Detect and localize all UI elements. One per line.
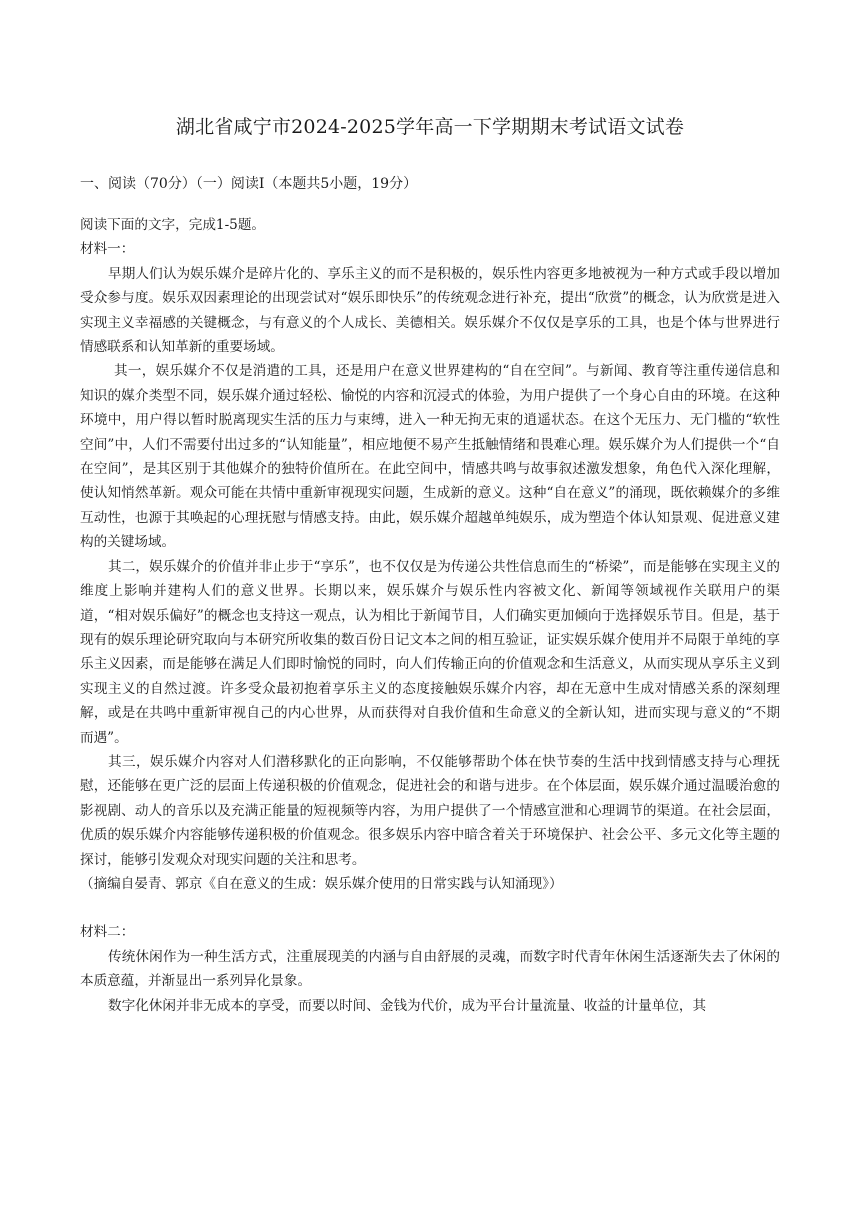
material2-paragraph-1: 传统休闲作为一种生活方式，注重展现美的内涵与自由舒展的灵魂，而数字时代青年休闲生活逐渐失去了休闲的本质意蕴，并渐显出一系列异化景象。 bbox=[80, 948, 780, 990]
material1-source: （摘编自晏青、郭京《自在意义的生成：娱乐媒介使用的日常实践与认知涌现》） bbox=[80, 875, 563, 892]
section-heading: 一、阅读（70分）（一）阅读Ⅰ（本题共5小题，19分） bbox=[80, 176, 418, 192]
material2-label: 材料二： bbox=[80, 924, 135, 941]
material1-paragraph-4: 其三，娱乐媒介内容对人们潜移默化的正向影响，不仅能够帮助个体在快节奏的生活中找到情感支持与心理抚慰，还能够在更广泛的层面上传递积极的价值观念，促进社会的和谐与进步。在个体层面，娱乐媒介通过温暖治愈的影视剧、动人的音乐以及充满正能量的短视频等内容，为用户提供了一个情感宣泄和心理调节的渠道。在社会层面，优质的娱乐媒介内容能够传递积极的价值观念。很多娱乐内容中暗含着关于环境保护、社会公平、多元文化等主题的探讨，能够引发观众对现实问题的关注和思考。 bbox=[80, 753, 780, 868]
page-title: 湖北省咸宁市2024-2025学年高一下学期期末考试语文试卷 bbox=[175, 116, 685, 138]
material2-paragraph-2: 数字化休闲并非无成本的享受，而要以时间、金钱为代价，成为平台计量流量、收益的计量单位，其 bbox=[108, 997, 707, 1014]
paragraph-gap bbox=[80, 896, 780, 920]
reading-passage bbox=[80, 213, 780, 1018]
material1-paragraph-1: 早期人们认为娱乐媒介是碎片化的、享乐主义的而不是积极的，娱乐性内容更多地被视为一种方式或手段以增加受众参与度。娱乐双因素理论的出现尝试对“娱乐即快乐”的传统观念进行补充，提出“欣赏”的概念，认为欣赏是进入实现主义幸福感的关键概念，与有意义的个人成长、美德相关。娱乐媒介不仅仅是享乐的工具，也是个体与世界进行情感联系和认知革新的重要场域。 bbox=[80, 265, 780, 356]
instruction-text: 阅读下面的文字，完成1-5题。 bbox=[80, 217, 266, 233]
material1-paragraph-3: 其二，娱乐媒介的价值并非止步于“享乐”，也不仅仅是为传递公共性信息而生的“桥梁”，而是能够在实现主义的维度上影响并建构人们的意义世界。长期以来，娱乐媒介与娱乐性内容被文化、新闻等领域视作关联用户的渠道，“相对娱乐偏好”的概念也支持这一观点，认为相比于新闻节目，人们确实更加倾向于选择娱乐节目。但是，基于现有的娱乐理论研究取向与本研究所收集的数百份日记文本之间的相互验证，证实娱乐媒介使用并不局限于单纯的享乐主义因素，而是能够在满足人们即时愉悦的同时，向人们传输正向的价值观念和生活意义，从而实现从享乐主义到实现主义的自然过渡。许多受众最初抱着享乐主义的态度接触娱乐媒介内容，却在无意中生成对情感关系的深刻理解，或是在共鸣中重新审视自己的内心世界，从而获得对自我价值和生命意义的全新认知，进而实现与意义的“不期而遇”。 bbox=[80, 558, 780, 746]
material1-label: 材料一： bbox=[80, 241, 135, 258]
material1-paragraph-2: 其一，娱乐媒介不仅是消遣的工具，还是用户在意义世界建构的“自在空间”。与新闻、教育等注重传递信息和知识的媒介类型不同，娱乐媒介通过轻松、愉悦的内容和沉浸式的体验，为用户提供了一个身心自由的环境。在这种环境中，用户得以暂时脱离现实生活的压力与束缚，进入一种无拘无束的逍遥状态。在这个无压力、无门槛的“软性空间”中，人们不需要付出过多的“认知能量”，相应地便不易产生抵触情绪和畏难心理。娱乐媒介为人们提供一个“自在空间”，是其区别于其他媒介的独特价值所在。在此空间中，情感共鸣与故事叙述激发想象，角色代入深化理解，使认知悄然革新。观众可能在共情中重新审视现实问题，生成新的意义。这种“自在意义”的涌现，既依赖媒介的多维互动性，也源于其唤起的心理抚慰与情感支持。由此，娱乐媒介超越单纯娱乐，成为塑造个体认知景观、促进意义建构的关键场域。 bbox=[80, 363, 780, 551]
